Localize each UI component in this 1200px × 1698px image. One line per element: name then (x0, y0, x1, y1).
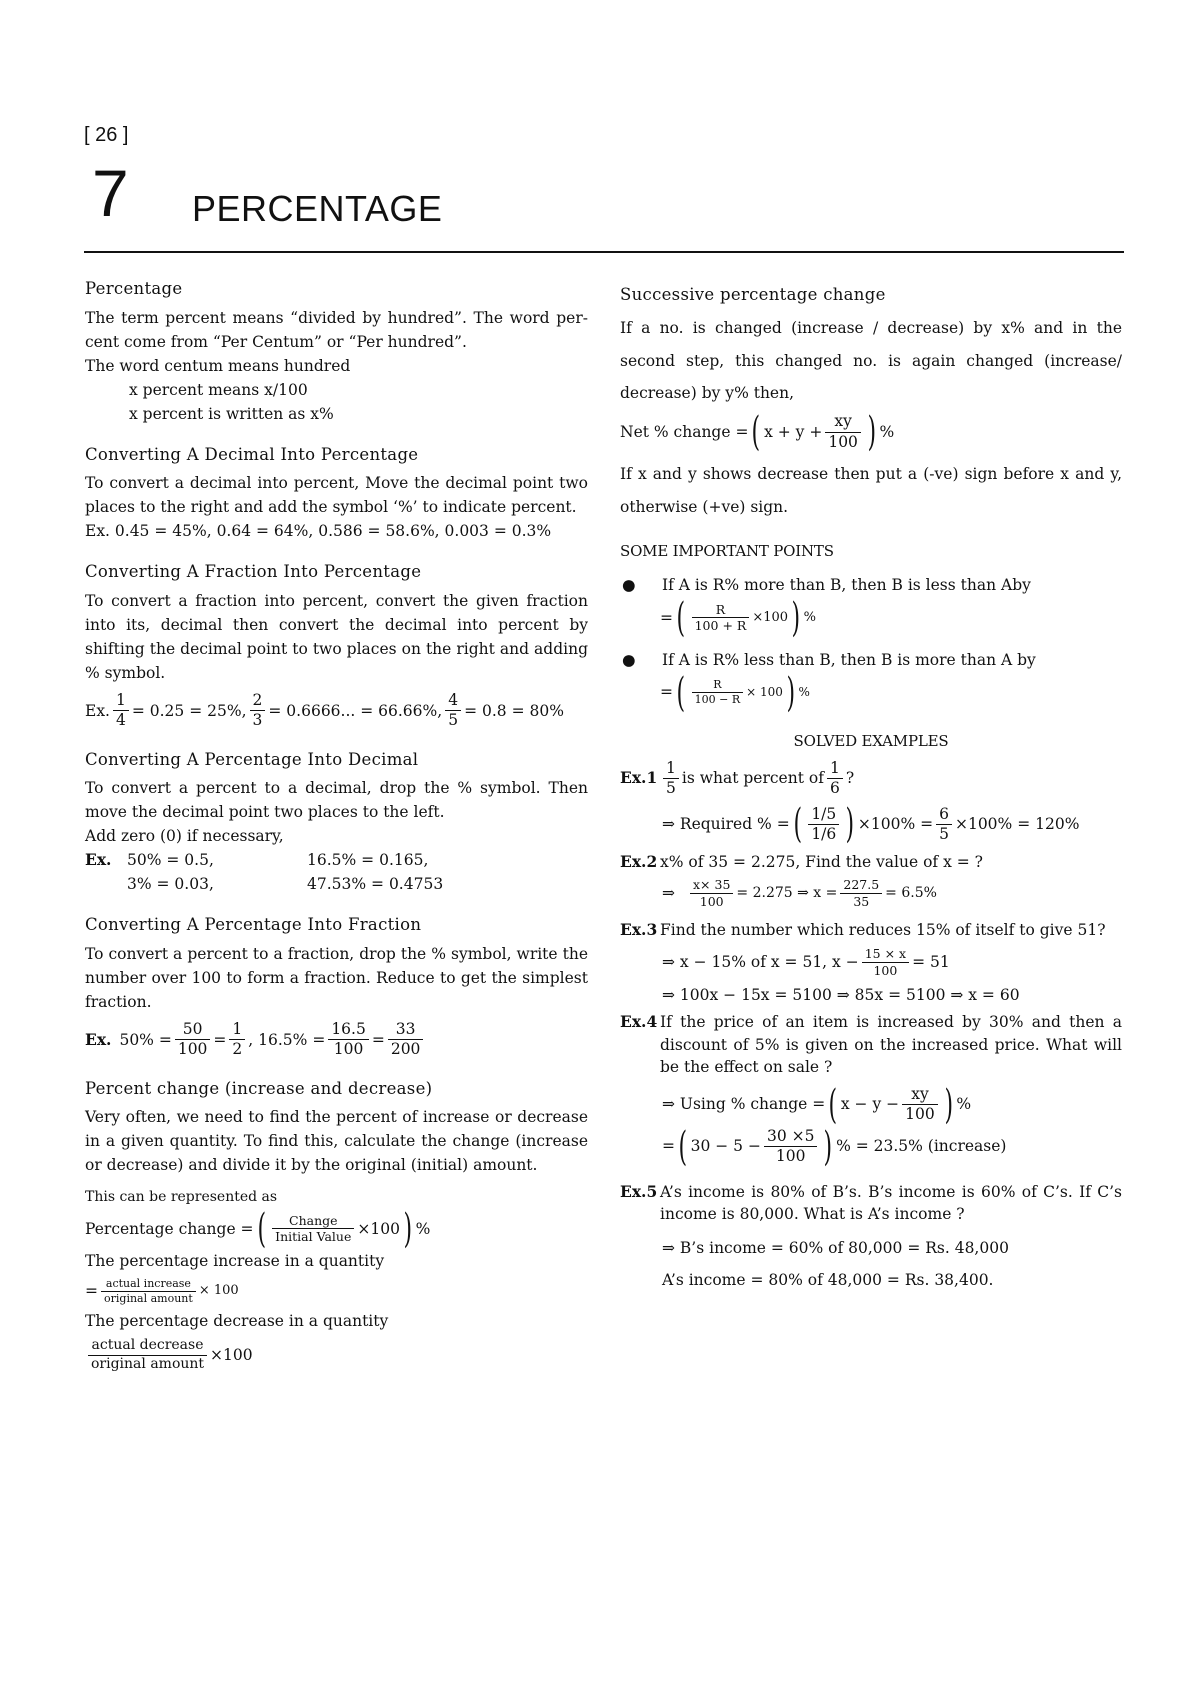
formula-text: % (803, 609, 816, 625)
numerator: actual increase (101, 1277, 196, 1292)
denominator: 100 + R (694, 618, 747, 634)
example-value: 47.53% = 0.4753 (307, 875, 444, 894)
formula-text: % (879, 422, 895, 441)
section-solved-examples (620, 729, 1122, 1297)
fraction (175, 1020, 211, 1060)
formula-text: % (798, 685, 810, 700)
denominator: 100 (699, 893, 724, 909)
net-change-formula (620, 409, 1122, 456)
paragraph: If x and y shows decrease then put a (-ve) sign before x and y, otherwise (+ve) sign. (620, 465, 1122, 516)
denominator: 5 (666, 779, 676, 798)
formula-text: % (415, 1219, 431, 1238)
solution-text: ⇒ Using % change = (662, 1095, 826, 1114)
denominator: 5 (939, 824, 949, 843)
bullet-point (620, 648, 1122, 673)
bullet-text: If A is R% less than B, then B is more than A by (662, 650, 1036, 669)
example-2-question (620, 850, 1122, 875)
equation-text: , 16.5% = (248, 1030, 326, 1049)
example-value: 50% = 0.5, (127, 851, 214, 870)
example-3-solution-line: ⇒ 100x − 15x = 5100 ⇒ 85x = 5100 ⇒ x = 60 (662, 985, 1020, 1004)
example-3-solution (620, 946, 1122, 978)
right-paren-icon: ) (786, 669, 795, 716)
numerator: 16.5 (328, 1020, 369, 1040)
example-label: Ex. (85, 850, 112, 870)
right-paren-icon: ) (867, 409, 877, 456)
denominator: 100 (333, 1040, 364, 1059)
header-rule (84, 251, 1124, 253)
paragraph: The term percent means “divided by hundred”. The word per-cent come from “Per Centum” or “Per hundred”. (85, 308, 588, 351)
denominator: 200 (390, 1040, 421, 1059)
fraction (825, 412, 861, 452)
paragraph: The word centum means hundred (85, 356, 351, 375)
page-number: [ 26 ] (84, 124, 129, 146)
denominator: 4 (115, 711, 126, 730)
solution-text: = 6.5% (885, 885, 937, 902)
formula-label: Net % change = (620, 422, 749, 441)
question-text: If the price of an item is increased by 30% and then a discount of 5% is given on the increased price. What will be the effect on sale ? (660, 1013, 1122, 1077)
left-paren-icon: ( (828, 1081, 838, 1128)
numerator: actual decrease (88, 1337, 207, 1356)
section-heading: Percentage (85, 279, 183, 298)
denominator: Initial Value (275, 1229, 352, 1245)
denominator: 100 (905, 1105, 935, 1124)
denominator: 100 − R (694, 693, 741, 707)
solution-text: % = 23.5% (increase) (836, 1137, 1007, 1156)
percentage-change-formula (85, 1205, 588, 1252)
example-label: Ex.4 (620, 1012, 658, 1032)
denominator: 2 (232, 1040, 243, 1059)
section-percent-to-fraction (85, 912, 588, 1059)
paragraph: If a no. is changed (increase / decrease) by x% and in the second step, this changed no. is again changed (increase/ decrease) by y% then, (620, 319, 1122, 403)
formula-text: ×100 (210, 1346, 253, 1365)
definition-line: x percent means x/100 (129, 380, 308, 399)
numerator: 4 (445, 691, 461, 711)
paragraph: The percentage decrease in a quantity (85, 1312, 389, 1331)
chapter-number: 7 (92, 156, 129, 230)
right-column (620, 282, 1122, 1297)
question-text: Find the number which reduces 15% of itself to give 51? (660, 920, 1106, 939)
fraction (840, 877, 882, 909)
fraction (445, 691, 461, 731)
solution-text: 30 − 5 − (690, 1137, 761, 1156)
solution-text: ⇒ Required % = (662, 815, 790, 834)
question-text: x% of 35 = 2.275, Find the value of x = ? (660, 853, 983, 872)
left-paren-icon: ( (676, 594, 686, 641)
fraction (388, 1020, 424, 1060)
solution-text: % (956, 1095, 972, 1114)
definition-line: x percent is written as x% (129, 404, 334, 423)
fraction (692, 602, 750, 634)
equation-text: = 0.8 = 80% (464, 701, 564, 720)
left-paren-icon: ( (257, 1205, 266, 1252)
paragraph: Add zero (0) if necessary, (85, 827, 284, 846)
chapter-title: PERCENTAGE (192, 188, 443, 229)
section-important-points (620, 539, 1122, 716)
example-5-solution-line: A’s income = 80% of 48,000 = Rs. 38,400. (662, 1271, 994, 1290)
equals-sign: = (213, 1030, 227, 1049)
example-value: 16.5% = 0.165, (307, 851, 429, 870)
paragraph: To convert a fraction into percent, convert the given fraction into its, decimal then convert the decimal into percent by shifting the decimal point to two places on the right and adding % symbol. (85, 591, 588, 682)
right-paren-icon: ) (944, 1081, 953, 1128)
equals-sign: = (85, 1282, 98, 1301)
formula-text: ×100 (752, 609, 789, 625)
numerator: R (692, 678, 744, 693)
numerator: 1 (663, 759, 679, 779)
fraction (272, 1213, 354, 1245)
example-5-solution-line: ⇒ B’s income = 60% of 80,000 = Rs. 48,000 (662, 1238, 1009, 1257)
fraction (808, 805, 839, 845)
fraction (862, 946, 909, 978)
equals-sign: = (660, 608, 673, 627)
example-label: Ex. (85, 701, 110, 720)
fraction (936, 805, 952, 845)
fraction (663, 759, 679, 799)
solution-text: = 2.275 ⇒ x = (736, 885, 838, 902)
equation-text: = 0.25 = 25%, (131, 701, 247, 720)
denominator: 5 (448, 711, 459, 730)
example-label: Ex.3 (620, 919, 658, 939)
denominator: 100 (177, 1040, 208, 1059)
equals-sign: = (660, 683, 673, 702)
bullet-formula (660, 669, 1122, 716)
bullet-icon: ● (622, 650, 636, 669)
left-column (85, 276, 588, 1389)
fraction (250, 691, 266, 731)
denominator: original amount (91, 1355, 205, 1372)
arrow-icon: ⇒ (662, 883, 675, 902)
numerator: 1 (113, 691, 129, 711)
solution-text: ×100% = (857, 815, 934, 834)
numerator: 1/5 (808, 805, 839, 825)
section-heading: Converting A Percentage Into Fraction (85, 915, 422, 935)
paragraph: To convert a percent to a fraction, drop the % symbol, write the number over 100 to form a fraction. Reduce to get the simplest fraction. (85, 944, 588, 1011)
numerator: 227.5 (840, 877, 882, 894)
question-text: ? (845, 769, 855, 788)
solution-text: x − y − (840, 1095, 900, 1114)
fraction (328, 1020, 369, 1060)
question-text: is what percent of (681, 769, 824, 788)
section-fraction-to-percent (85, 559, 588, 730)
equals-sign: = (371, 1030, 385, 1049)
equals-sign: = (662, 1137, 675, 1156)
formula-text: × 100 (746, 685, 783, 700)
fraction (229, 1020, 245, 1060)
formula-text: x + y + (764, 422, 823, 441)
formula-text: × 100 (198, 1283, 239, 1299)
bullet-icon: ● (622, 576, 636, 595)
section-heading: Converting A Percentage Into Decimal (85, 749, 419, 769)
right-paren-icon: ) (791, 594, 801, 641)
example-line (85, 848, 588, 872)
example-4-question (620, 1011, 1122, 1078)
example-label: Ex. (85, 1029, 112, 1049)
example-equation (85, 691, 588, 731)
bullet-text: If A is R% more than B, then B is less than Aby (662, 576, 1031, 595)
denominator: 100 (873, 962, 898, 978)
numerator: 1 (827, 759, 843, 779)
numerator: Change (272, 1213, 354, 1230)
example-1-solution (620, 801, 1122, 848)
paragraph: The percentage increase in a quantity (85, 1251, 385, 1270)
section-percent-to-decimal (85, 747, 588, 897)
numerator: xy (825, 412, 861, 432)
numerator: 1 (229, 1020, 245, 1040)
equation-text: = 0.6666... = 66.66%, (268, 701, 443, 720)
solution-text: ×100% = 120% (954, 815, 1080, 834)
equation-text: 50% = (119, 1030, 172, 1049)
fraction (692, 678, 744, 707)
example-4-solution (620, 1081, 1122, 1128)
solution-text: = 51 (912, 953, 950, 972)
example-2-solution (620, 877, 1122, 909)
right-paren-icon: ) (823, 1123, 833, 1170)
numerator: R (692, 602, 750, 619)
section-percentage (85, 276, 588, 426)
numerator: xy (902, 1085, 938, 1105)
denominator: 100 (828, 432, 858, 451)
example-line: Ex. 0.45 = 45%, 0.64 = 64%, 0.586 = 58.6%, 0.003 = 0.3% (85, 522, 552, 541)
fraction (827, 759, 843, 799)
bullet-formula (660, 594, 1122, 641)
paragraph: This can be represented as (85, 1189, 278, 1206)
denominator: 35 (853, 893, 870, 909)
example-label: Ex.1 (620, 768, 658, 788)
decrease-formula (85, 1337, 588, 1373)
numerator: x× 35 (690, 877, 733, 894)
numerator: 2 (250, 691, 266, 711)
example-equation (85, 1020, 588, 1060)
section-decimal-to-percent (85, 442, 588, 544)
formula-text: ×100 (357, 1219, 400, 1238)
paragraph: To convert a decimal into percent, Move the decimal point two places to the right and add the symbol ‘%’ to indicate percent. (85, 474, 588, 517)
denominator: 1/6 (811, 824, 837, 843)
section-heading: Converting A Decimal Into Percentage (85, 444, 419, 464)
section-heading: Successive percentage change (620, 285, 886, 304)
paragraph: To convert a percent to a decimal, drop the % symbol. Then move the decimal point two places to the left. (85, 779, 588, 822)
example-label: Ex.2 (620, 852, 658, 872)
section-heading: SOME IMPORTANT POINTS (620, 542, 834, 561)
question-text: A’s income is 80% of B’s. B’s income is 60% of C’s. If C’s income is 80,000. What is A’s income ? (660, 1182, 1122, 1224)
numerator: 50 (175, 1020, 211, 1040)
bullet-point (620, 573, 1122, 598)
section-percent-change (85, 1076, 588, 1374)
numerator: 33 (388, 1020, 424, 1040)
denominator: 6 (829, 779, 840, 798)
fraction (690, 877, 733, 909)
numerator: 6 (936, 805, 952, 825)
section-heading: SOLVED EXAMPLES (793, 731, 949, 750)
denominator: original amount (104, 1291, 193, 1305)
denominator: 3 (252, 711, 263, 730)
example-value: 3% = 0.03, (127, 875, 214, 894)
right-paren-icon: ) (403, 1205, 413, 1252)
left-paren-icon: ( (678, 1123, 688, 1170)
example-label: Ex.5 (620, 1181, 658, 1201)
numerator: 15 × x (862, 946, 909, 963)
fraction (101, 1277, 196, 1306)
numerator: 30 ×5 (764, 1127, 818, 1147)
section-successive-change (620, 282, 1122, 523)
example-1-question (620, 759, 1122, 799)
section-heading: Converting A Fraction Into Percentage (85, 562, 422, 582)
increase-formula (85, 1277, 588, 1306)
formula-label: Percentage change = (85, 1219, 254, 1238)
paragraph: Very often, we need to find the percent of increase or decrease in a given quantity. To find this, calculate the change (increase or decrease) and divide it by the original (initial) amount. (85, 1108, 588, 1175)
example-4-result (620, 1123, 1122, 1170)
fraction (113, 691, 129, 731)
solution-text: ⇒ x − 15% of x = 51, x − (662, 953, 859, 972)
left-paren-icon: ( (793, 801, 802, 848)
right-paren-icon: ) (845, 801, 855, 848)
fraction (902, 1085, 938, 1125)
example-5-question (620, 1181, 1122, 1226)
example-line (85, 872, 588, 896)
denominator: 100 (775, 1147, 806, 1166)
fraction (88, 1337, 207, 1373)
fraction (764, 1127, 818, 1167)
example-3-question (620, 918, 1122, 943)
left-paren-icon: ( (751, 409, 761, 456)
section-heading: Percent change (increase and decrease) (85, 1078, 433, 1098)
left-paren-icon: ( (676, 669, 686, 716)
